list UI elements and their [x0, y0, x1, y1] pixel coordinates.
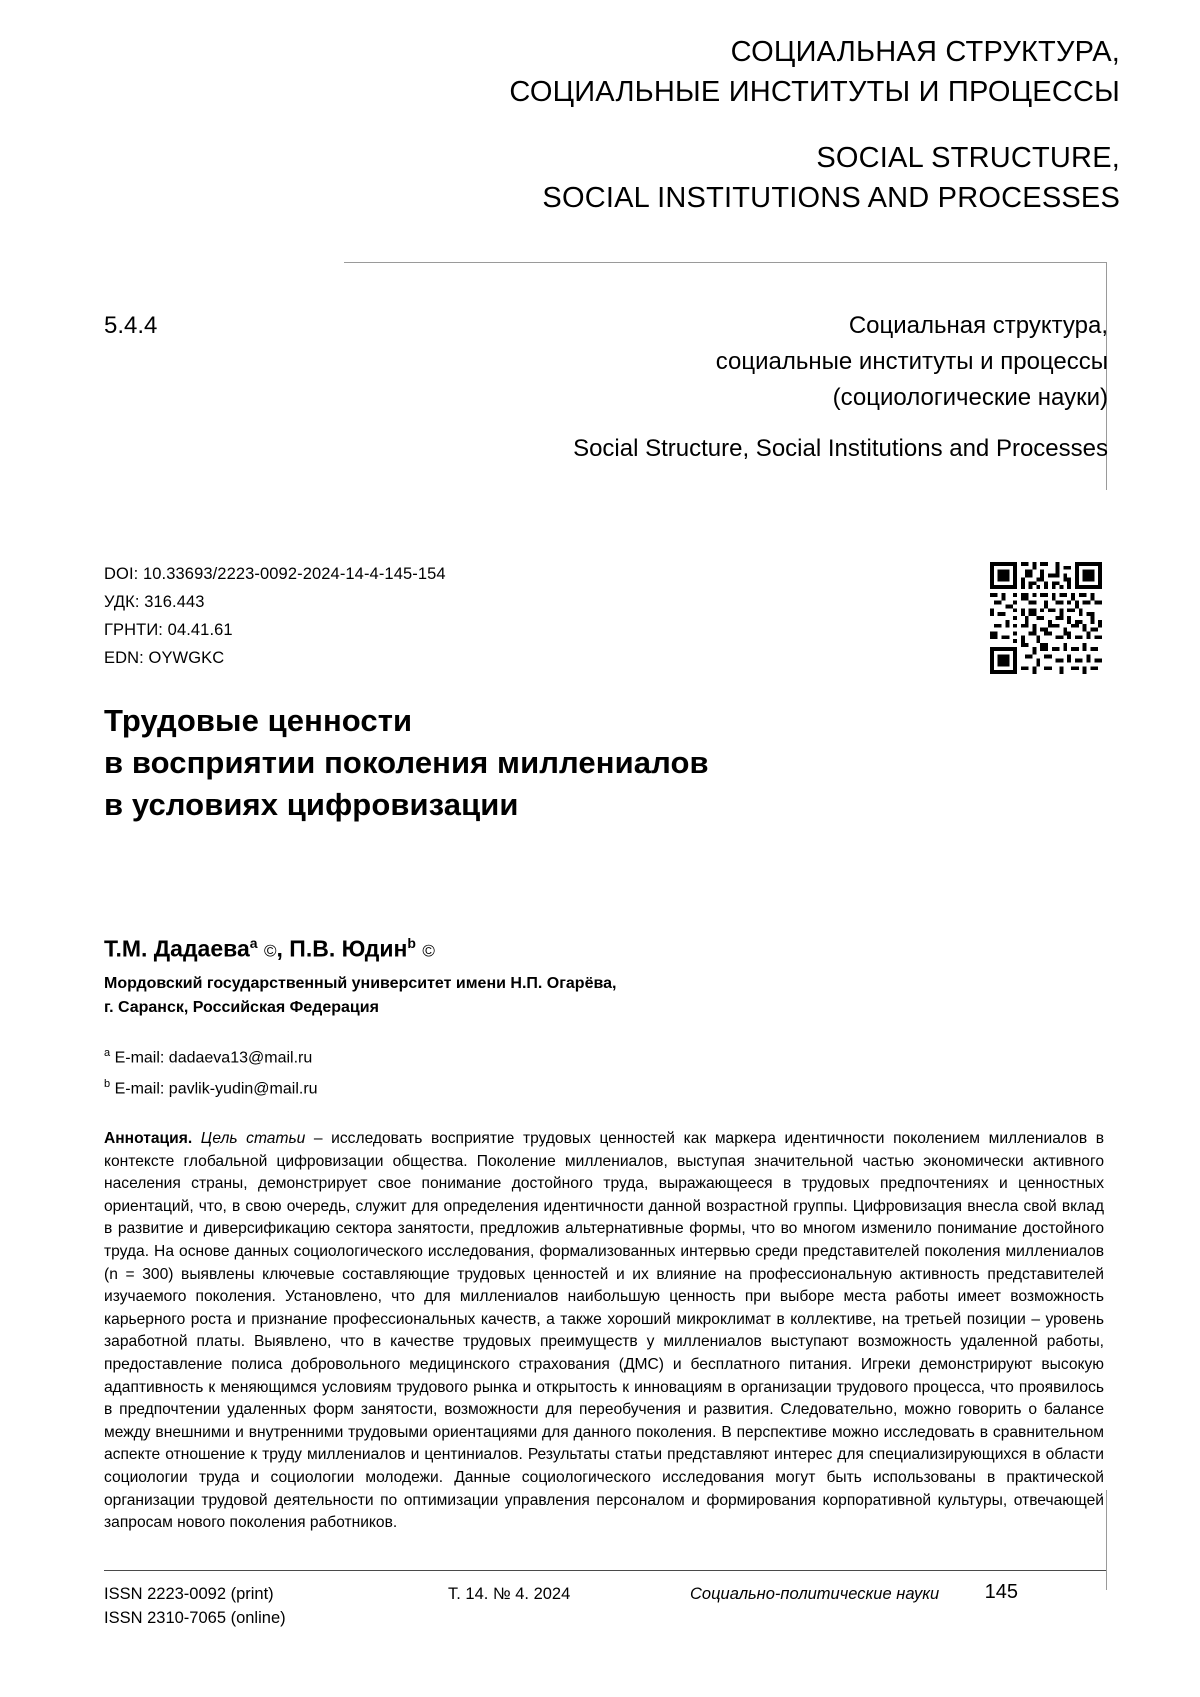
author-list: Т.М. Дадаева$^a$ ©, П.В. Юдин$^b$ © — [104, 935, 435, 962]
grnti-line: ГРНТИ: 04.41.61 — [104, 621, 233, 639]
classification-code: 5.4.4 — [104, 312, 158, 339]
issn-block — [104, 1582, 286, 1630]
email-1-mark: a — [104, 1047, 111, 1059]
doi-line: DOI: 10.33693/2223-0092-2024-14-4-145-154 — [104, 565, 446, 583]
title-line-3: в условиях цифровизации — [104, 787, 519, 822]
page-footer — [104, 1582, 1106, 1642]
edn-line: EDN: OYWGKC — [104, 649, 225, 667]
author-2-name: П.В. Юдин — [289, 935, 408, 962]
issn-online: ISSN 2310-7065 (online) — [104, 1609, 286, 1627]
qr-code-icon — [990, 562, 1102, 674]
email-2-text[interactable]: E-mail: pavlik-yudin@mail.ru — [114, 1080, 318, 1098]
discipline-ru-line-1: Социальная структура, — [848, 312, 1108, 339]
page-title — [104, 700, 1004, 826]
page-number: 145 — [984, 1581, 1018, 1603]
section-header — [100, 32, 1120, 218]
author-emails — [104, 1040, 318, 1103]
header-divider-left — [344, 262, 1106, 263]
section-header-en-line-2: SOCIAL INSTITUTIONS AND PROCESSES — [542, 182, 1120, 214]
section-header-spacer — [100, 112, 1120, 138]
udk-line: УДК: 316.443 — [104, 593, 205, 611]
classification-discipline — [348, 308, 1108, 466]
author-2-mark: b — [407, 935, 416, 951]
abstract-text: – исследовать восприятие трудовых ценностей как маркера идентичности поколением миллениалов в контексте глобальной цифровизации общества. Поколение миллениалов, выступая значительной частью экономически активного населения страны, демонстрирует свое понимание достойного труда, выражающееся в трудовых предпочтениях и ценностных ориентаций, что, в свою очередь, служит для определения идентичности данной возрастной группы. Цифровизация внесла свой вклад в развитие и диверсификацию сектора занятости, предложив альтернативные формы, что во многом изменило понимание достойного труда. На основе данных социологического исследования, формализованных интервью среди представителей поколения миллениалов (n = 300) выявлены ключевые составляющие трудовых ценностей и их влияние на профессиональную активность представителей изучаемого поколения. Установлено, что для миллениалов наибольшую ценность при выборе места работы имеет возможность карьерного роста и признание профессиональных качеств, а также хороший микроклимат в коллективе, на третьей позиции – уровень заработной платы. Выявлено, что в качестве трудовых преимуществ у миллениалов выступают возможность удаленной работы, предоставление полиса добровольного медицинского страхования (ДМС) и бесплатного питания. Игреки демонстрируют высокую адаптивность к меняющимся условиям трудового рынка и открытость к инновациям в организации трудового процесса, что проявилось в предпочтении удаленных форм занятости, возможности для переобучения и развития. Следовательно, можно говорить о балансе между внешними и внутренними трудовыми ориентациями для данного поколения. В перспективе можно исследовать в сравнительном аспекте отношение к труду миллениалов и центиниалов. Результаты статьи представляют интерес для специализирующихся в области социологии труда и социологии молодежи. Данные социологического исследования могут быть использованы в практической организации трудовой деятельности по оптимизации управления персоналом и формирования корпоративной культуры, отвечающей запросам нового поколения работников. — [104, 1130, 1104, 1532]
abstract-label: Аннотация. — [104, 1130, 193, 1147]
discipline-ru-line-2: социальные институты и процессы — [715, 348, 1108, 375]
journal-name: Социально-политические науки — [690, 1585, 940, 1603]
email-1-text[interactable]: E-mail: dadaeva13@mail.ru — [114, 1049, 313, 1067]
author-2-cc-icon: © — [422, 941, 435, 961]
section-header-ru-line-1: СОЦИАЛЬНАЯ СТРУКТУРА, — [730, 36, 1120, 68]
abstract — [104, 1128, 1104, 1535]
section-header-en-line-1: SOCIAL STRUCTURE, — [816, 142, 1120, 174]
author-1-mark: a — [249, 935, 258, 951]
author-1-name: Т.М. Дадаева — [104, 935, 250, 962]
email-line-2 — [104, 1071, 318, 1102]
qr-code-svg — [990, 562, 1102, 674]
issn-print: ISSN 2223-0092 (print) — [104, 1585, 274, 1603]
affiliation-line-2: г. Саранск, Российская Федерация — [104, 999, 379, 1016]
author-1-cc-icon: © — [263, 941, 277, 961]
email-2-mark: b — [104, 1078, 111, 1091]
footer-divider-vertical — [1106, 1490, 1107, 1590]
footer-divider — [104, 1570, 1106, 1571]
affiliation-line-1: Мордовский государственный университет имени Н.П. Огарёва, — [104, 975, 617, 992]
affiliation — [104, 972, 904, 1020]
title-line-1: Трудовые ценности — [104, 703, 413, 738]
identifiers — [104, 560, 446, 672]
title-line-2: в восприятии поколения миллениалов — [104, 745, 709, 780]
abstract-purpose-label: Цель статьи — [200, 1130, 306, 1147]
email-line-1 — [104, 1040, 318, 1071]
discipline-ru-line-3: (социологические науки) — [832, 384, 1108, 411]
volume-info: Т. 14. № 4. 2024 — [448, 1585, 571, 1603]
discipline-en-line: Social Structure, Social Institutions and Processes — [573, 435, 1108, 462]
section-header-ru-line-2: СОЦИАЛЬНЫЕ ИНСТИТУТЫ И ПРОЦЕССЫ — [509, 76, 1120, 108]
